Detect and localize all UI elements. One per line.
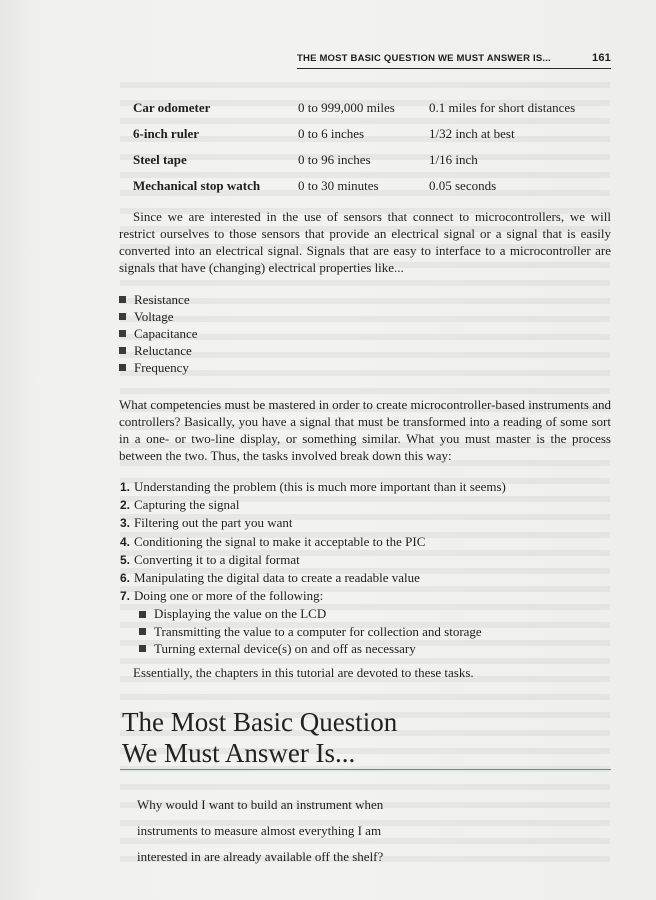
sub-steps-list <box>139 605 506 657</box>
table-row <box>133 147 609 173</box>
spec-item: 6-inch ruler <box>133 126 200 141</box>
step-text: Filtering out the part you want <box>134 515 293 531</box>
square-bullet-icon <box>119 364 126 371</box>
spec-range: 0 to 96 inches <box>298 152 371 167</box>
list-item-label: Capacitance <box>134 326 198 341</box>
question-line: interested in are already available off the shelf? <box>137 849 384 864</box>
section-heading <box>122 707 397 769</box>
sub-step-text: Displaying the value on the LCD <box>154 606 327 622</box>
spec-item: Mechanical stop watch <box>133 178 261 193</box>
list-item-label: Reluctance <box>134 343 192 358</box>
step-number: 3. <box>120 516 131 531</box>
measurement-spec-table <box>133 95 609 199</box>
running-head-title: THE MOST BASIC QUESTION WE MUST ANSWER IS... <box>297 53 551 64</box>
list-item <box>120 478 506 496</box>
list-item <box>139 623 506 640</box>
sub-step-text: Transmitting the value to a computer for collection and storage <box>154 623 482 639</box>
list-item <box>139 605 506 622</box>
section-heading-line2: We Must Answer Is... <box>122 738 356 768</box>
square-bullet-icon <box>119 347 126 354</box>
section-heading-line1: The Most Basic Question <box>122 707 398 737</box>
competencies-paragraph: What competencies must be mastered in order to create microcontroller-based instruments and controllers? Basically, you have a signal that must be transformed into a reading of some sort in a one- or two-line display, or something similar. What you must master is the process between the two. Thus, the tasks involved break down this way: <box>119 397 611 463</box>
square-bullet-icon <box>139 645 146 652</box>
list-item <box>120 514 506 532</box>
step-text: Conditioning the signal to make it acceptable to the PIC <box>134 533 426 549</box>
step-text: Manipulating the digital data to create a readable value <box>134 570 420 586</box>
spec-resolution: 1/32 inch at best <box>429 126 515 141</box>
list-item <box>119 325 198 342</box>
pull-question <box>137 792 557 870</box>
table-row <box>133 121 609 147</box>
square-bullet-icon <box>119 296 126 303</box>
list-item <box>119 359 198 376</box>
heading-divider <box>120 769 611 770</box>
list-item-label: Resistance <box>134 292 190 307</box>
square-bullet-icon <box>139 628 146 635</box>
square-bullet-icon <box>119 330 126 337</box>
task-steps-list <box>120 478 506 657</box>
step-number: 5. <box>120 552 131 567</box>
list-item <box>120 569 506 587</box>
square-bullet-icon <box>119 313 126 320</box>
running-head <box>297 44 611 69</box>
intro-paragraph: Since we are interested in the use of sensors that connect to microcontrollers, we will restrict ourselves to those sensors that provide an electrical signal or a signal that is easily converted into an electrical signal. Signals that are easy to interface to a microcontroller are signals that have (changing) electrical properties like... <box>119 209 611 275</box>
sub-steps-container <box>120 605 506 657</box>
list-item <box>139 640 506 657</box>
step-number: 1. <box>120 480 131 494</box>
step-number: 7. <box>120 589 131 604</box>
spec-resolution: 0.05 seconds <box>429 178 497 193</box>
spec-range: 0 to 6 inches <box>298 126 365 141</box>
question-line: Why would I want to build an instrument when <box>137 797 384 812</box>
square-bullet-icon <box>139 611 146 618</box>
spec-item: Steel tape <box>133 152 187 167</box>
list-item <box>119 342 198 359</box>
spec-range: 0 to 999,000 miles <box>298 100 395 115</box>
list-item <box>119 291 198 308</box>
spec-resolution: 0.1 miles for short distances <box>429 100 576 115</box>
page-number: 161 <box>592 52 611 64</box>
electrical-properties-list <box>119 291 198 376</box>
list-item-label: Frequency <box>134 360 189 375</box>
list-item-label: Voltage <box>134 309 174 324</box>
table-row <box>133 173 609 199</box>
spec-resolution: 1/16 inch <box>429 152 478 167</box>
list-item <box>120 587 506 605</box>
list-item <box>120 496 506 514</box>
step-text: Doing one or more of the following: <box>134 588 324 604</box>
step-number: 6. <box>120 571 131 586</box>
sub-step-text: Turning external device(s) on and off as necessary <box>154 640 416 656</box>
table-row <box>133 95 609 121</box>
spec-item: Car odometer <box>133 100 211 115</box>
closing-paragraph: Essentially, the chapters in this tutorial are devoted to these tasks. <box>133 665 474 680</box>
step-number: 4. <box>120 534 131 549</box>
list-item <box>120 533 506 551</box>
step-number: 2. <box>120 498 131 513</box>
spec-range: 0 to 30 minutes <box>298 178 379 193</box>
question-line: instruments to measure almost everything I am <box>137 823 382 838</box>
step-text: Converting it to a digital format <box>134 551 300 567</box>
step-text: Capturing the signal <box>134 497 240 513</box>
list-item <box>120 551 506 569</box>
step-text: Understanding the problem (this is much more important than it seems) <box>134 479 506 494</box>
list-item <box>119 308 198 325</box>
